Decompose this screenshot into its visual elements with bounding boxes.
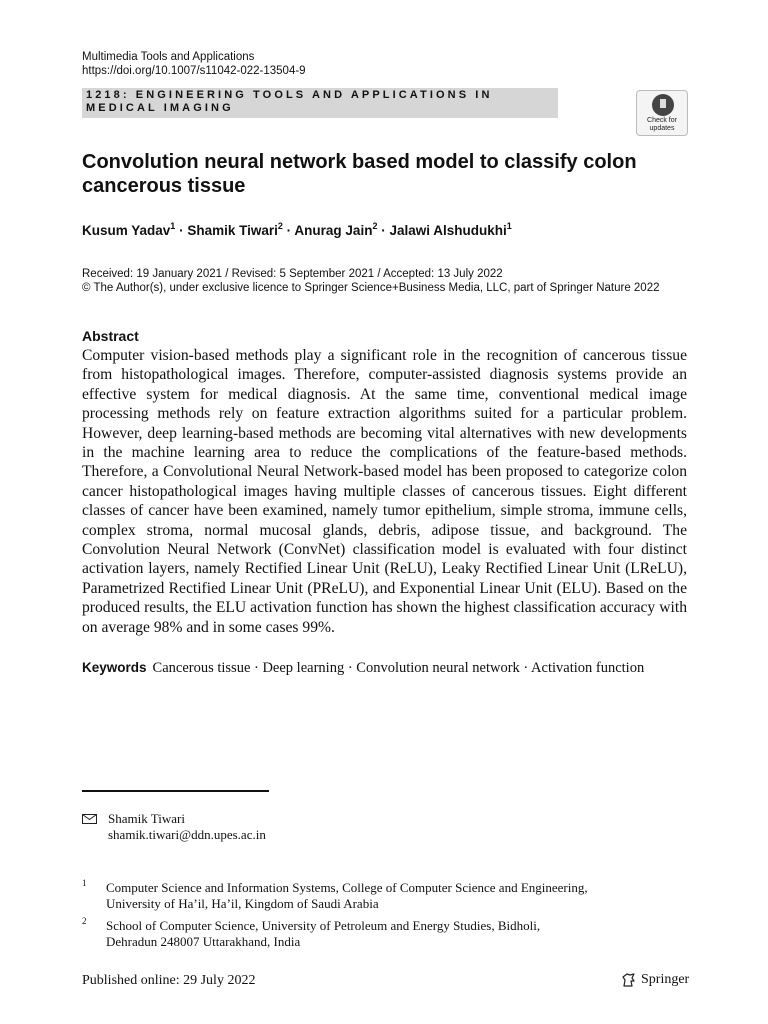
author-name[interactable]: Shamik Tiwari (187, 223, 278, 238)
bookmark-icon (660, 99, 666, 108)
check-for-updates-label (637, 117, 687, 133)
affiliation-line: Computer Science and Information Systems, College of Computer Science and Engineering, (106, 880, 588, 895)
journal-name: Multimedia Tools and Applications (82, 51, 255, 63)
author-name[interactable]: Jalawi Alshudukhi (389, 223, 507, 238)
abstract-heading: Abstract (82, 328, 139, 344)
author-affiliation-ref: 1 (170, 221, 176, 231)
footnote-divider (82, 790, 269, 792)
author-list (82, 221, 512, 238)
check-line-1: Check for (647, 117, 677, 124)
affiliation-1 (106, 880, 666, 912)
article-title: Convolution neural network based model to classify colon cancerous tissue (82, 151, 637, 197)
author-affiliation-ref: 2 (372, 221, 378, 231)
topic-label: 1218: ENGINEERING TOOLS AND APPLICATIONS IN MEDICAL IMAGING (86, 89, 493, 114)
publisher-logo (621, 972, 689, 988)
keywords-list: Cancerous tissue · Deep learning · Convolution neural network · Activation function (152, 660, 645, 676)
keywords-line (82, 660, 644, 677)
abstract-text: Computer vision-based methods play a significant role in the recognition of cancerous tissue from histopathological images. Therefore, computer-assisted diagnosis systems provide an effective system for medical diagnosis. At the same time, conventional medical image processing methods rely on feature extraction algorithms suited for a particular problem. However, deep learning-based methods are becoming vital alternatives with new developments in the machine learning area to reduce the complications of the feature-based methods. Therefore, a Convolutional Neural Network-based model has been proposed to categorize colon cancer histopathological images having multiple classes of cancerous tissues. Eight different classes of cancer have been examined, namely tumor epithelium, simple stroma, immune cells, complex stroma, normal mucosal glands, debris, adipose tissue, and background. The Convolution Neural Network (ConvNet) classification model is evaluated with four distinct activation layers, namely Rectified Linear Unit (ReLU), Leaky Rectified Linear Unit (LReLU), Parametrized Rectified Linear Unit (PReLU), and Exponential Linear Unit (ELU). Based on the produced results, the ELU activation function has shown the highest classification accuracy with on average 98% and in some cases 99%. (82, 347, 687, 636)
copyright-notice: © The Author(s), under exclusive licence to Springer Science+Business Media, LLC, part of Springer Nature 2022 (82, 282, 660, 294)
topic-banner (82, 88, 558, 118)
author-separator: · (179, 223, 184, 238)
affiliation-line: School of Computer Science, University of Petroleum and Energy Studies, Bidholi, (106, 918, 541, 933)
doi-link[interactable]: https://doi.org/10.1007/s11042-022-13504-9 (82, 65, 306, 77)
affiliation-number: 1 (82, 878, 87, 888)
affiliation-line: Dehradun 248007 Uttarakhand, India (106, 934, 301, 949)
author-name[interactable]: Anurag Jain (294, 223, 373, 238)
affiliation-2 (106, 918, 666, 950)
affiliation-number: 2 (82, 916, 87, 926)
published-date: Published online: 29 July 2022 (82, 973, 256, 988)
history-dates: Received: 19 January 2021 / Revised: 5 September 2021 / Accepted: 13 July 2022 (82, 268, 503, 280)
springer-horse-icon (621, 972, 637, 988)
check-for-updates-badge[interactable] (636, 90, 688, 136)
corresponding-author-name: Shamik Tiwari (108, 811, 185, 826)
author-name[interactable]: Kusum Yadav (82, 223, 171, 238)
author-affiliation-ref: 1 (506, 221, 512, 231)
publisher-name: Springer (641, 972, 690, 987)
crossmark-icon (652, 94, 674, 116)
author-separator: · (286, 223, 292, 238)
author-separator: · (381, 223, 386, 238)
envelope-icon (82, 814, 97, 824)
corresponding-author-email[interactable]: shamik.tiwari@ddn.upes.ac.in (108, 827, 266, 842)
check-line-2: updates (649, 125, 675, 132)
author-affiliation-ref: 2 (277, 221, 283, 231)
keywords-label: Keywords (82, 660, 147, 675)
affiliation-line: University of Ha’il, Ha’il, Kingdom of Saudi Arabia (106, 896, 379, 911)
